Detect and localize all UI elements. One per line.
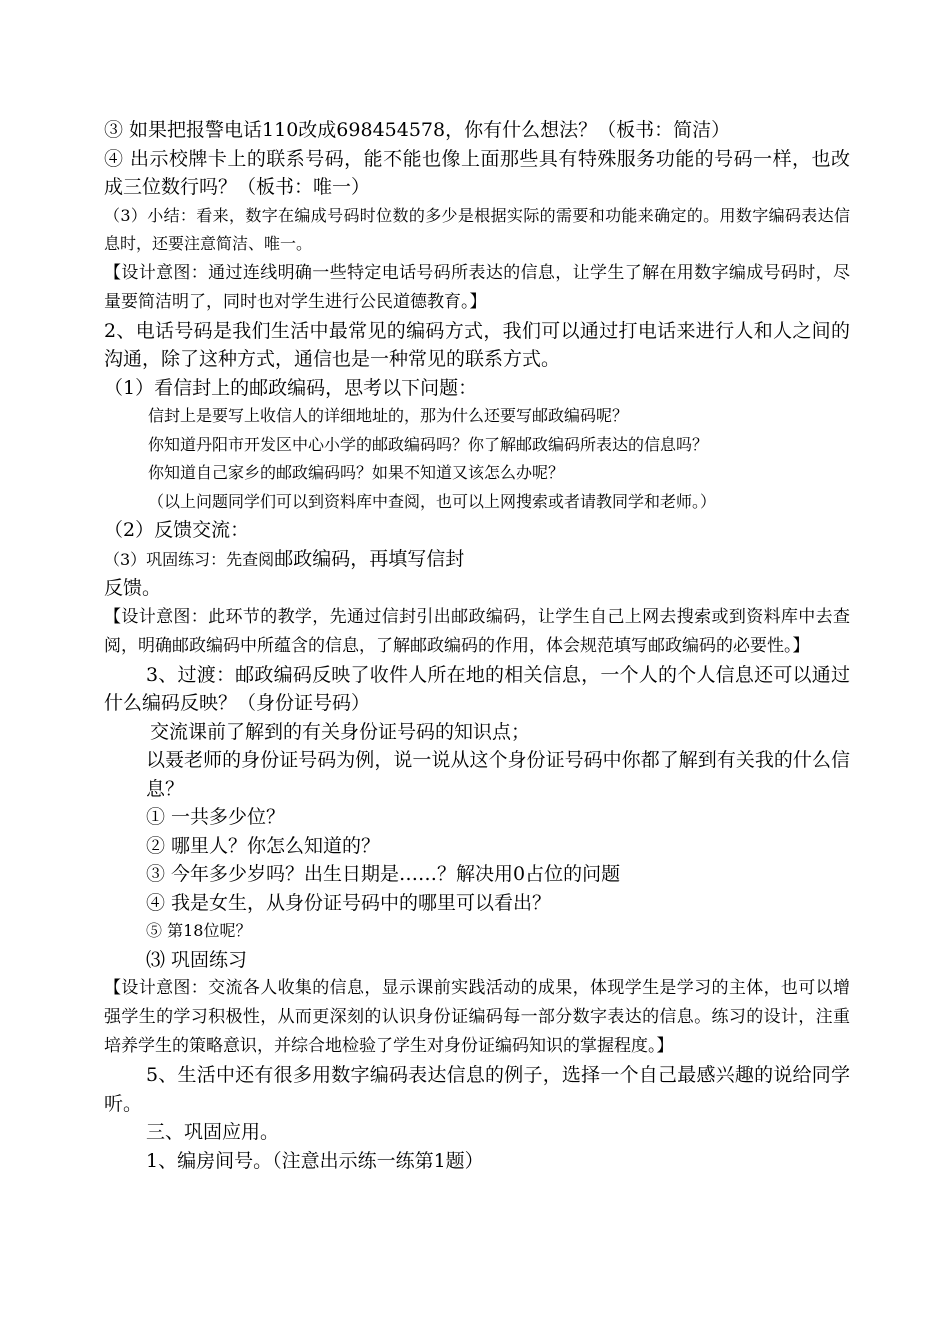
practice-text: 邮政编码，再填写信封 (274, 547, 465, 570)
section-5-paragraph: 5、生活中还有很多用数字编码表达信息的例子，选择一个自己最感兴趣的说给同学听。 (104, 1064, 850, 1115)
feedback-heading: （2）反馈交流： (104, 519, 250, 541)
design-intent-3: 【设计意图：交流各人收集的信息，显示课前实践活动的成果，体现学生是学习的主体，也可以增强学生的学习积极性，从而更深刻的认识身份证编码每一部分数字表达的信息。练习的设计，注重培养学生的策略意识，并综合地检验了学生对身份证编码知识的掌握程度。】 (104, 978, 850, 1056)
id-question-4: ④ 我是女生，从身份证号码中的哪里可以看出？ (146, 891, 552, 914)
id-question-2: ② 哪里人？你怎么知道的？ (146, 834, 381, 857)
section-2-intro: 2、电话号码是我们生活中最常见的编码方式，我们可以通过打电话来进行人和人之间的沟通，除了这种方式，通信也是一种常见的联系方式。 (104, 319, 850, 370)
id-practice: ⑶ 巩固练习 (146, 948, 248, 971)
id-question-3: ③ 今年多少岁吗？出生日期是……？解决用0占位的问题 (146, 863, 621, 885)
feedback-word: 反馈。 (104, 577, 162, 599)
postcode-question-2: 你知道丹阳市开发区中心小学的邮政编码吗？你了解邮政编码所表达的信息吗？ (148, 434, 709, 454)
id-exchange-line: 交流课前了解到的有关身份证号码的知识点； (150, 720, 531, 743)
room-number-task: 1、编房间号。（注意出示练一练第1题） (146, 1149, 484, 1172)
section-heading-consolidate: 三、巩固应用。 (146, 1121, 280, 1143)
question-3: ③ 如果把报警电话110改成698454578，你有什么想法？（板书：简洁） (104, 119, 731, 141)
postcode-note: （以上问题同学们可以到资料库中查阅，也可以上网搜索或者请教同学和老师。） (148, 491, 717, 511)
document-page (104, 116, 850, 1175)
summary-paragraph: （3）小结：看来，数字在编成号码时位数的多少是根据实际的需要和功能来确定的。用数字编码表达信息时，还要注意简洁、唯一。 (104, 205, 850, 253)
practice-line (104, 545, 850, 575)
postcode-task-heading: （1）看信封上的邮政编码，思考以下问题： (104, 376, 478, 399)
section-3-transition: 3、过渡：邮政编码反映了收件人所在地的相关信息，一个人的个人信息还可以通过什么编码反映？（身份证号码） (104, 663, 850, 714)
id-example-paragraph: 以聂老师的身份证号码为例，说一说从这个身份证号码中你都了解到有关我的什么信息？ (146, 749, 850, 800)
postcode-question-1: 信封上是要写上收信人的详细地址的，那为什么还要写邮政编码呢？ (148, 406, 629, 425)
question-4: ④ 出示校牌卡上的联系号码，能不能也像上面那些具有特殊服务功能的号码一样，也改成三位数行吗？（板书：唯一） (104, 147, 850, 198)
design-intent-2: 【设计意图：此环节的教学，先通过信封引出邮政编码，让学生自己上网去搜索或到资料库中去查阅，明确邮政编码中所蕴含的信息，了解邮政编码的作用，体会规范填写邮政编码的必要性。】 (104, 606, 850, 656)
id-question-5: ⑤ 第18位呢？ (146, 921, 252, 940)
postcode-question-3: 你知道自己家乡的邮政编码吗？如果不知道又该怎么办呢？ (148, 463, 565, 482)
practice-label: （3）巩固练习：先查阅 (104, 549, 275, 569)
design-intent-1: 【设计意图：通过连线明确一些特定电话号码所表达的信息，让学生了解在用数字编成号码时，尽量要简洁明了，同时也对学生进行公民道德教育。】 (104, 262, 850, 312)
id-question-1: ① 一共多少位？ (146, 806, 286, 828)
